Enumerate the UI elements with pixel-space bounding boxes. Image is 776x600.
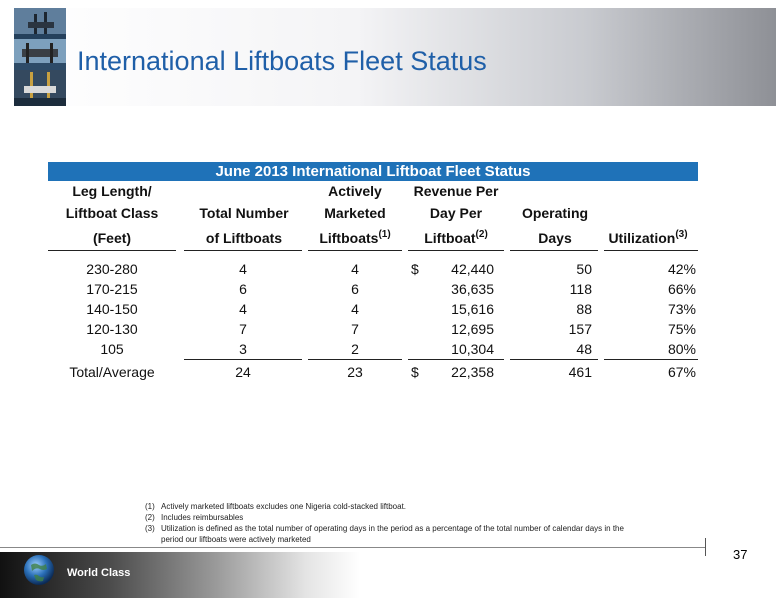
cell-class: 105 (100, 341, 124, 357)
footnote-number: (2) (145, 513, 155, 522)
footnote-number: (3) (145, 524, 155, 533)
footnote-text: Includes reimbursables (161, 513, 244, 522)
cell-revenue: 10,304 (451, 341, 494, 357)
cell-marketed: 23 (347, 364, 363, 380)
header-marketed-line2: Marketed (324, 205, 386, 221)
footer-tagline: World Class (67, 567, 131, 579)
cell-class: 170-215 (86, 281, 138, 297)
total-rule (510, 359, 598, 360)
footnote (145, 512, 645, 523)
cell-marketed: 4 (351, 301, 359, 317)
photo-strip (14, 8, 66, 106)
header-rule (184, 250, 302, 251)
page-title: International Liftboats Fleet Status (77, 46, 487, 76)
footnote-number: (1) (145, 502, 155, 511)
header-rule (308, 250, 402, 251)
cell-days: 50 (576, 261, 592, 277)
header-rule (48, 250, 176, 251)
cell-days: 461 (568, 364, 592, 380)
platform-photo-icon (14, 39, 66, 70)
liftboat-photo-icon (14, 70, 66, 106)
globe-icon (22, 553, 56, 592)
cell-marketed: 4 (351, 261, 359, 277)
header-rule (510, 250, 598, 251)
footnote-ref-2: (2) (475, 229, 488, 240)
cell-utilization: 42% (667, 261, 696, 277)
cell-marketed: 7 (351, 321, 359, 337)
cell-utilization: 66% (667, 281, 696, 297)
footer-divider (0, 547, 705, 548)
footnote (145, 501, 645, 512)
page-number: 37 (733, 547, 748, 562)
cell-total: 6 (239, 281, 247, 297)
footnote (145, 523, 645, 545)
cell-currency: $ (411, 261, 419, 277)
header-marketed-line1: Actively (328, 183, 382, 199)
oil-rig-photo-icon (14, 8, 66, 39)
cell-revenue: 15,616 (451, 301, 494, 317)
total-rule (604, 359, 698, 360)
footnotes (145, 501, 645, 545)
total-rule (308, 359, 402, 360)
header-rule (604, 250, 698, 251)
cell-total: 7 (239, 321, 247, 337)
footnote-text: Utilization is defined as the total number of operating days in the period as a percentage of the total number of calendar days in the period our liftboats were actively marketed (161, 524, 624, 544)
footnote-ref-3: (3) (675, 229, 688, 240)
header-utilization: Utilization$^{(3)}$ (608, 229, 688, 246)
cell-class: 140-150 (86, 301, 138, 317)
cell-days: 88 (576, 301, 592, 317)
cell-total: 4 (239, 301, 247, 317)
cell-revenue: 42,440 (451, 261, 494, 277)
footnote-ref-1: (1) (378, 229, 391, 240)
header-rule (408, 250, 504, 251)
cell-revenue: 36,635 (451, 281, 494, 297)
cell-revenue: 12,695 (451, 321, 494, 337)
cell-days: 157 (568, 321, 592, 337)
header-days-line2: Operating (521, 205, 589, 221)
header-revenue-line2: Day Per (429, 205, 483, 221)
cell-days: 118 (569, 281, 592, 297)
cell-currency: $ (411, 364, 419, 380)
header-class-line2: Liftboat Class (65, 205, 159, 221)
cell-total: 3 (239, 341, 247, 357)
total-rule (408, 359, 504, 360)
cell-class: Total/Average (69, 364, 155, 380)
cell-class: 230-280 (86, 261, 138, 277)
cell-utilization: 67% (667, 364, 696, 380)
cell-utilization: 75% (667, 321, 696, 337)
footer-divider-tick (705, 538, 706, 556)
header-revenue-line3: Liftboat$^{(2)}$ (424, 229, 488, 246)
cell-utilization: 73% (667, 301, 696, 317)
header-revenue-line1: Revenue Per (413, 183, 499, 199)
header-marketed-line3: Liftboats$^{(1)}$ (319, 229, 391, 246)
header-class-line3: (Feet) (92, 230, 132, 246)
cell-class: 120-130 (86, 321, 138, 337)
cell-revenue: 22,358 (451, 364, 494, 380)
cell-total: 24 (235, 364, 251, 380)
cell-marketed: 6 (351, 281, 359, 297)
header-class-line1: Leg Length/ (72, 183, 152, 199)
footnote-text: Actively marketed liftboats excludes one Nigeria cold-stacked liftboat. (161, 502, 407, 511)
header-total-line2: Total Number (199, 205, 289, 221)
header-total-line3: of Liftboats (205, 230, 283, 246)
cell-marketed: 2 (351, 341, 359, 357)
header-days-line3: Days (538, 230, 572, 246)
cell-days: 48 (576, 341, 592, 357)
table-caption: June 2013 International Liftboat Fleet Status (48, 162, 698, 181)
cell-total: 4 (239, 261, 247, 277)
cell-utilization: 80% (667, 341, 696, 357)
total-rule (184, 359, 302, 360)
